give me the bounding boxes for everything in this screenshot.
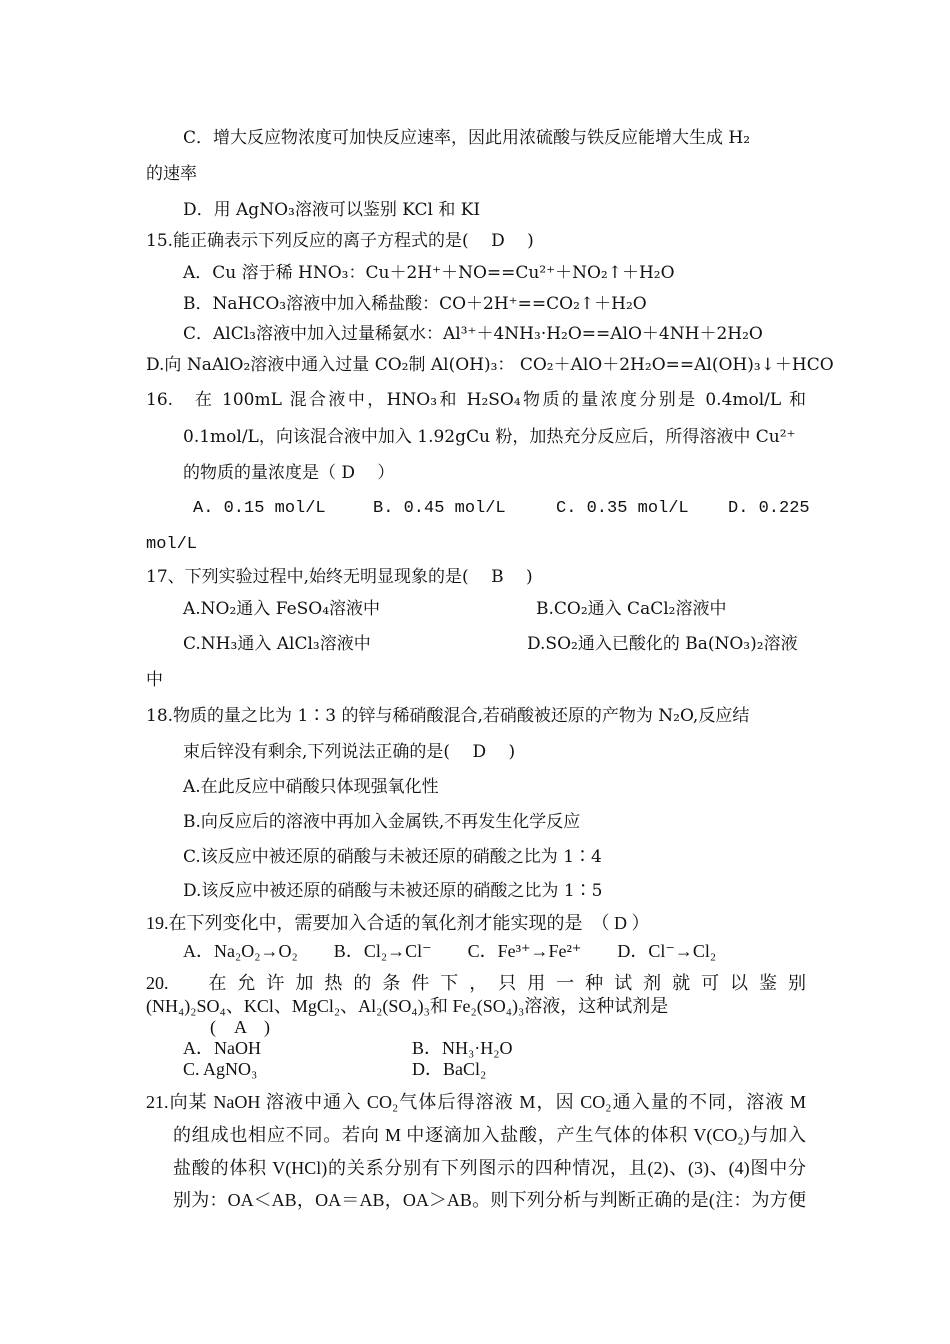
- q20-answer: ( A ): [210, 1017, 270, 1037]
- q18-option-a: A.在此反应中硝酸只体现强氧化性: [183, 777, 439, 797]
- q17-option-d: D.SO₂通入已酸化的 Ba(NO₃)₂溶液: [527, 634, 798, 654]
- q17-option-a: A.NO₂通入 FeSO₄溶液中: [183, 599, 381, 619]
- q20-option-c: C. AgNO₃: [183, 1059, 258, 1079]
- q15-stem: 15.能正确表示下列反应的离子方程式的是( D ): [146, 231, 534, 251]
- q17-option-c: C.NH₃通入 AlCl₃溶液中: [183, 634, 371, 654]
- q20-stem-line1: 20. 在允许加热的条件下，只用一种试剂就可以鉴别: [146, 973, 806, 993]
- q14-option-c-line1: C．增大反应物浓度可加快反应速率，因此用浓硫酸与铁反应能增大生成 H₂: [183, 128, 751, 148]
- q18-option-b: B.向反应后的溶液中再加入金属铁,不再发生化学反应: [183, 812, 581, 832]
- q17-stem: 17、下列实验过程中,始终无明显现象的是( B ): [146, 567, 533, 587]
- q14-option-c-line2: 的速率: [146, 164, 197, 184]
- q17-option-b: B.CO₂通入 CaCl₂溶液中: [536, 599, 727, 619]
- q16-option-d: D. 0.225: [728, 499, 810, 518]
- q18-option-c: C.该反应中被还原的硝酸与未被还原的硝酸之比为 1∶4: [183, 847, 602, 867]
- q20-option-a: A．NaOH: [183, 1038, 261, 1058]
- q18-stem-line1: 18.物质的量之比为 1∶3 的锌与稀硝酸混合,若硝酸被还原的产物为 N₂O,反应结: [146, 706, 750, 726]
- q16-option-c: C. 0.35 mol/L: [556, 499, 689, 518]
- q14-option-d: D．用 AgNO₃溶液可以鉴别 KCl 和 KI: [183, 200, 481, 220]
- q16-stem-line3: 的物质的量浓度是（ D ）: [183, 463, 395, 483]
- q18-option-d: D.该反应中被还原的硝酸与未被还原的硝酸之比为 1∶5: [183, 881, 603, 901]
- q20-option-b: B．NH₃·H₂O: [412, 1038, 513, 1058]
- q17-option-d-cont: 中: [146, 670, 163, 690]
- q15-option-b: B．NaHCO₃溶液中加入稀盐酸：CO＋2H⁺==CO₂↑＋H₂O: [183, 294, 647, 314]
- q15-option-d: D.向 NaAlO₂溶液中通入过量 CO₂制 Al(OH)₃： CO₂＋AlO＋2H₂O==Al(OH)₃↓＋HCO: [146, 355, 834, 375]
- q21-stem-line1: 21.向某 NaOH 溶液中通入 CO₂气体后得溶液 M，因 CO₂通入量的不同，溶液 M: [146, 1092, 806, 1112]
- q21-stem-line2: 的组成也相应不同。若向 M 中逐滴加入盐酸，产生气体的体积 V(CO₂)与加入: [173, 1125, 806, 1145]
- q20-option-d: D．BaCl₂: [412, 1059, 487, 1079]
- q20-stem-line2: (NH₄)₂SO₄、KCl、MgCl₂、Al₂(SO₄)₃和 Fe₂(SO₄)₃溶液，这种试剂是: [146, 996, 669, 1016]
- q21-stem-line4: 别为：OA＜AB，OA＝AB，OA＞AB。则下列分析与判断正确的是(注：为方便: [173, 1190, 806, 1210]
- q15-option-a: A．Cu 溶于稀 HNO₃：Cu＋2H⁺＋NO==Cu²⁺＋NO₂↑＋H₂O: [183, 263, 675, 283]
- q15-option-c: C．AlCl₃溶液中加入过量稀氨水：Al³⁺＋4NH₃·H₂O==AlO＋4NH＋2H₂O: [183, 324, 763, 344]
- q16-stem-line2: 0.1mol/L，向该混合液中加入 1.92gCu 粉，加热充分反应后，所得溶液中 Cu²⁺: [183, 427, 796, 447]
- q16-option-a: A. 0.15 mol/L: [193, 499, 326, 518]
- q18-stem-line2: 束后锌没有剩余,下列说法正确的是( D ): [183, 742, 516, 762]
- q21-stem-line3: 盐酸的体积 V(HCl)的关系分别有下列图示的四种情况，且(2)、(3)、(4)图中分: [173, 1158, 806, 1178]
- q16-stem-line1: 16. 在 100mL 混合液中，HNO₃和 H₂SO₄物质的量浓度分别是 0.4mol/L 和: [146, 390, 806, 410]
- q19-options: A．Na₂O₂→O₂ B．Cl₂→Cl⁻ C．Fe³⁺→Fe²⁺ D．Cl⁻→Cl₂: [183, 941, 717, 961]
- q19-stem: 19.在下列变化中，需要加入合适的氧化剂才能实现的是 （ D ）: [146, 913, 650, 933]
- q16-option-b: B. 0.45 mol/L: [373, 499, 506, 518]
- q16-option-d-cont: mol/L: [146, 535, 198, 554]
